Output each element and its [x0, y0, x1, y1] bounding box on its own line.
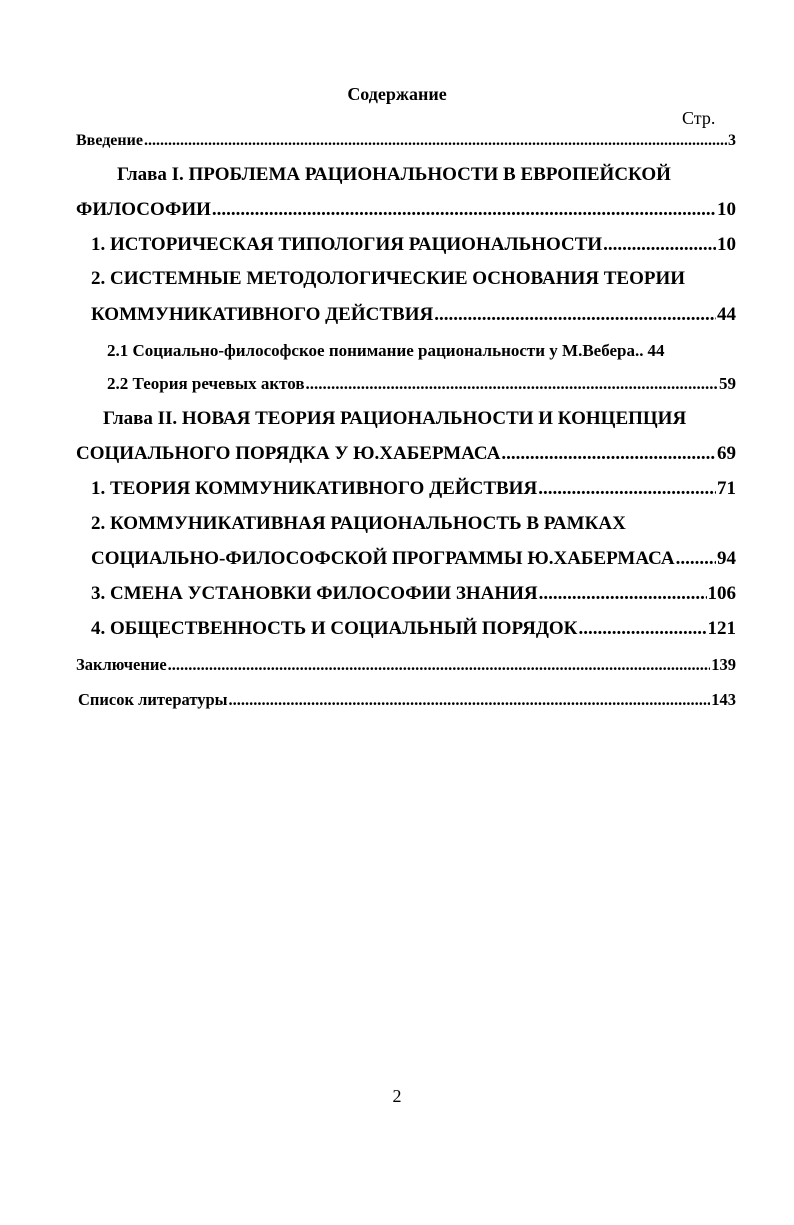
dot-leader: [434, 304, 716, 326]
toc-chapter-1-heading[interactable]: Глава I. ПРОБЛЕМА РАЦИОНАЛЬНОСТИ В ЕВРОПЕЙСКОЙ: [117, 164, 671, 185]
dot-leader: [501, 443, 716, 465]
toc-entry-label: 4. ОБЩЕСТВЕННОСТЬ И СОЦИАЛЬНЫЙ ПОРЯДОК: [91, 618, 578, 639]
dot-leader: [539, 583, 707, 605]
dot-leader: [144, 132, 727, 150]
dot-leader: [603, 234, 716, 256]
toc-entry-label: 3. СМЕНА УСТАНОВКИ ФИЛОСОФИИ ЗНАНИЯ: [91, 583, 538, 604]
toc-entry-label: 2.1 Социально-философское понимание рациональности у М.Вебера..: [107, 341, 644, 360]
toc-entry-label: ФИЛОСОФИИ: [76, 199, 211, 220]
toc-entry-label: СОЦИАЛЬНОГО ПОРЯДКА У Ю.ХАБЕРМАСА: [76, 443, 501, 464]
dot-leader: [578, 618, 706, 640]
toc-entry-label: Заключение: [76, 655, 167, 674]
toc-entry-page: 121: [707, 618, 736, 639]
dot-leader: [212, 199, 716, 221]
toc-entry-ch1-section-2[interactable]: [91, 304, 736, 326]
dot-leader: [676, 548, 716, 570]
toc-chapter-2-heading[interactable]: Глава II. НОВАЯ ТЕОРИЯ РАЦИОНАЛЬНОСТИ И КОНЦЕПЦИЯ: [103, 408, 687, 429]
toc-entry-ch2-section-4[interactable]: [91, 618, 736, 640]
toc-entry-ch2-section-2[interactable]: [91, 548, 736, 570]
toc-entry-ch1-subsection-2-1[interactable]: [107, 341, 736, 361]
toc-title: Содержание: [347, 84, 447, 104]
toc-entry-page: 10: [717, 199, 736, 220]
toc-entry-ch2-section-3[interactable]: [91, 583, 736, 605]
toc-entry-label: Введение: [76, 132, 143, 149]
toc-entry-page: 44: [647, 341, 665, 360]
toc-entry-page: 106: [707, 583, 736, 604]
toc-entry-label: СОЦИАЛЬНО-ФИЛОСОФСКОЙ ПРОГРАММЫ Ю.ХАБЕРМАСА: [91, 548, 675, 569]
toc-entry-page: 94: [717, 548, 736, 569]
page-number: 2: [392, 1086, 402, 1106]
toc-entry-label: 1. ТЕОРИЯ КОММУНИКАТИВНОГО ДЕЙСТВИЯ: [91, 478, 538, 499]
toc-entry-chapter-1[interactable]: [76, 199, 736, 221]
toc-entry-chapter-2[interactable]: [76, 443, 736, 465]
toc-entry-ch2-section-1[interactable]: [91, 478, 736, 500]
toc-entry-page: 44: [717, 304, 736, 325]
toc-ch1-section-2-heading[interactable]: 2. СИСТЕМНЫЕ МЕТОДОЛОГИЧЕСКИЕ ОСНОВАНИЯ ТЕОРИИ: [91, 268, 686, 289]
toc-entry-page: 10: [717, 234, 736, 255]
toc-entry-label: Список литературы: [78, 690, 228, 709]
toc-entry-page: 139: [711, 655, 736, 674]
toc-entry-label: 2.2 Теория речевых актов: [107, 374, 305, 393]
toc-entry-ch1-subsection-2-2[interactable]: [107, 374, 736, 394]
dot-leader: [229, 690, 711, 710]
toc-entry-conclusion[interactable]: [76, 655, 736, 675]
toc-ch2-section-2-heading[interactable]: 2. КОММУНИКАТИВНАЯ РАЦИОНАЛЬНОСТЬ В РАМКАХ: [91, 513, 626, 534]
toc-entry-label: КОММУНИКАТИВНОГО ДЕЙСТВИЯ: [91, 304, 434, 325]
toc-entry-page: 143: [711, 690, 736, 709]
toc-entry-page: 59: [719, 374, 736, 393]
dot-leader: [168, 655, 711, 675]
toc-entry-label: 1. ИСТОРИЧЕСКАЯ ТИПОЛОГИЯ РАЦИОНАЛЬНОСТИ: [91, 234, 603, 255]
dot-leader: [306, 374, 718, 394]
dot-leader: [538, 478, 716, 500]
page-column-label: Стр.: [682, 108, 716, 128]
toc-entry-page: 3: [728, 132, 736, 149]
toc-entry-page: 69: [717, 443, 736, 464]
toc-entry-page: 71: [717, 478, 736, 499]
toc-entry-intro[interactable]: [76, 132, 736, 150]
toc-entry-references[interactable]: [78, 690, 736, 710]
toc-entry-ch1-section-1[interactable]: [91, 234, 736, 256]
